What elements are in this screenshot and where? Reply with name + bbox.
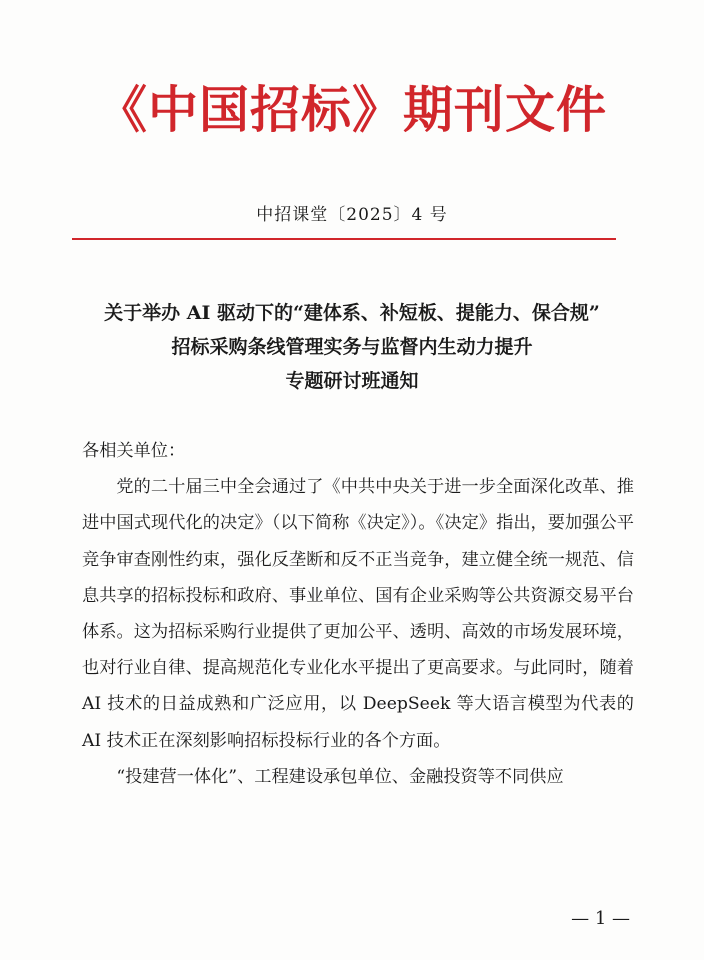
body-paragraph: 党的二十届三中全会通过了《中共中央关于进一步全面深化改革、推进中国式现代化的决定》（以下简称《决定》）。《决定》指出，要加强公平竞争审查刚性约束，强化反垄断和反不正当竞争，建立健全统一规范、信息共享的招标投标和政府、事业单位、国有企业采购等公共资源交易平台体系。这为招标采购行业提供了更加公平、透明、高效的市场发展环境，也对行业自律、提高规范化专业化水平提出了更高要求。与此同时，随着 AI 技术的日益成熟和广泛应用，以 DeepSeek 等大语言模型为代表的 AI 技术正在深刻影响招标投标行业的各个方面。: [82, 477, 634, 751]
title-line: 招标采购条线管理实务与监督内生动力提升: [171, 336, 533, 358]
red-divider: [72, 238, 616, 240]
document-number: 中招课堂〔2025〕4 号: [256, 205, 448, 225]
page-number: — 1 —: [571, 908, 630, 929]
salutation: 各相关单位：: [82, 441, 186, 461]
title-line: 关于举办 AI 驱动下的“建体系、补短板、提能力、保合规”: [104, 302, 600, 324]
masthead-title: 《中国招标》期刊文件: [97, 80, 607, 139]
document-title: [40, 296, 664, 398]
body-paragraph: “投建营一体化”、工程建设承包单位、金融投资等不同供应: [116, 766, 564, 787]
title-line: 专题研讨班通知: [285, 370, 419, 392]
document-body: [82, 433, 634, 795]
